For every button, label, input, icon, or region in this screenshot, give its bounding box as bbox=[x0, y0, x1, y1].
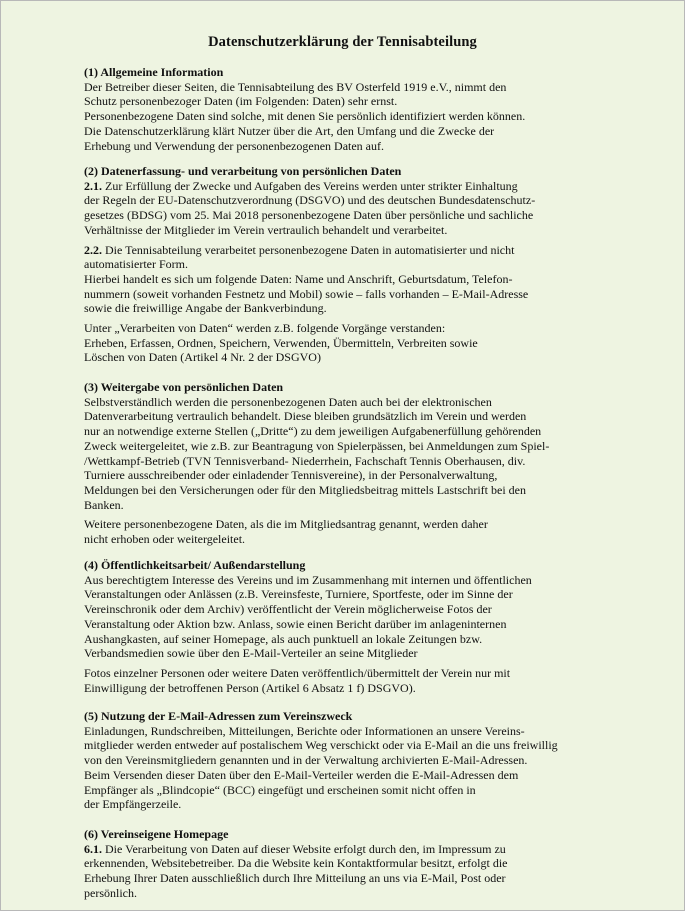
text-line: Erhebung und Verwendung der personenbezogenen Daten auf. bbox=[84, 138, 385, 153]
section-heading: (2) Datenerfassung- und verarbeitung von persönlichen Daten bbox=[84, 164, 402, 178]
text-line: Einwilligung der betroffenen Person (Artikel 6 Absatz 1 f) DSGVO). bbox=[84, 680, 416, 695]
text-line: der Regeln der EU-Datenschutzverordnung (DSGVO) und des deutschen Bundesdatenschutz- bbox=[84, 193, 536, 208]
text-line: Veranstaltungen oder Anlässen (z.B. Vereinsfeste, Turniere, Sportfeste, oder im Sinne der bbox=[84, 587, 513, 602]
text-line: Meldungen bei den Versicherungen oder für den Mitgliedsbeitrag mittels Lastschrift bei den bbox=[84, 482, 526, 497]
text-line: gesetzes (BDSG) vom 25. Mai 2018 personenbezogene Daten über persönliche und sachliche bbox=[84, 208, 534, 223]
text-line: Die Datenschutzerklärung klärt Nutzer über die Art, den Umfang und die Zwecke der bbox=[84, 123, 495, 138]
text-line: Verbandsmedien sowie über den E-Mail-Verteiler an seine Mitglieder bbox=[84, 646, 418, 661]
paragraph-number: 2.1. bbox=[84, 178, 102, 193]
text-line: nur an notwendige externe Stellen („Dritte“) zu dem jeweiligen Aufgabenerfüllung gehörenden bbox=[84, 424, 542, 439]
text-line: der Empfängerzeile. bbox=[84, 797, 182, 812]
text-line: Hierbei handelt es sich um folgende Daten: Name und Anschrift, Geburtsdatum, Telefon- bbox=[84, 271, 513, 286]
text-line: Zweck weitergeleitet, wie z.B. zur Beantragung von Spielerpässen, bei Anmeldungen zum Spiel- bbox=[84, 438, 550, 453]
section-club-homepage bbox=[84, 827, 639, 901]
section-heading: (6) Vereinseigene Homepage bbox=[84, 827, 229, 841]
text-line: persönlich. bbox=[84, 885, 137, 900]
text-line: Veranstaltung oder Aktion bzw. Anlass, sowie einen Bericht darüber im anlageninternen bbox=[84, 616, 507, 631]
text-line: Weitere personenbezogene Daten, als die im Mitgliedsantrag genannt, werden daher bbox=[84, 517, 488, 532]
text-line: Personenbezogene Daten sind solche, mit denen Sie persönlich identifiziert werden können. bbox=[84, 109, 526, 124]
text-line: erkennenden, Websitebetreiber. Da die Website kein Kontaktformular besitzt, erfolgt die bbox=[84, 856, 508, 871]
text-line: Aushangkasten, auf seiner Homepage, als auch punktuell an lokale Zeitungen bzw. bbox=[84, 631, 483, 646]
text-line: von den Vereinsmitgliedern genannten und in der Verwaltung archivierten E-Mail-Adressen. bbox=[84, 753, 528, 768]
paragraph-first-line bbox=[84, 179, 639, 194]
text-line: Vereinschronik oder dem Archiv) veröffentlicht der Verein möglicherweise Fotos der bbox=[84, 602, 492, 617]
text-line: Selbstverständlich werden die personenbezogenen Daten auch bei der elektronischen bbox=[84, 394, 492, 409]
section-heading: (1) Allgemeine Information bbox=[84, 65, 224, 79]
text-line: Aus berechtigtem Interesse des Vereins und im Zusammenhang mit internen und öffentlichen bbox=[84, 572, 532, 587]
text-line: Die Tennisabteilung verarbeitet personenbezogene Daten in automatisierter und nicht bbox=[102, 242, 515, 257]
text-line: Empfänger als „Blindcopie“ (BCC) eingefügt und erscheinen somit nicht offen in bbox=[84, 782, 476, 797]
text-line: sowie die freiwillige Angabe der Bankverbindung. bbox=[84, 301, 327, 316]
text-line: nicht erhoben oder weitergeleitet. bbox=[84, 532, 246, 547]
text-line: Beim Versenden dieser Daten über den E-Mail-Verteiler werden die E-Mail-Adressen dem bbox=[84, 767, 519, 782]
text-line: Verhältnisse der Mitglieder im Verein vertraulich behandelt und verarbeitet. bbox=[84, 222, 448, 237]
text-line: Datenverarbeitung vertraulich behandelt. Diese bleiben grundsätzlich im Verein und werden bbox=[84, 409, 527, 424]
text-line: Fotos einzelner Personen oder weitere Daten veröffentlich/übermittelt der Verein nur mit bbox=[84, 665, 511, 680]
text-line: Die Verarbeitung von Daten auf dieser Website erfolgt durch den, im Impressum zu bbox=[102, 841, 506, 856]
text-line: Löschen von Daten (Artikel 4 Nr. 2 der DSGVO) bbox=[84, 350, 321, 365]
text-line: mitglieder werden entweder auf postalischem Weg verschickt oder via E-Mail an die uns freiwillig bbox=[84, 738, 558, 753]
text-line: nummern (soweit vorhanden Festnetz und Mobil) sowie – falls vorhanden – E-Mail-Adresse bbox=[84, 286, 529, 301]
text-line: Unter „Verarbeiten von Daten“ werden z.B. folgende Vorgänge verstanden: bbox=[84, 321, 446, 336]
text-line: Erhebung Ihrer Daten ausschließlich durch Ihre Mitteilung an uns via E-Mail, Post oder bbox=[84, 871, 506, 886]
text-line: /Wettkampf-Betrieb (TVN Tennisverband- Niederrhein, Fachschaft Tennis Oberhausen, div. bbox=[84, 453, 526, 468]
section-data-transfer bbox=[84, 380, 639, 547]
paragraph-first-line bbox=[84, 243, 639, 258]
paragraph-number: 6.1. bbox=[84, 841, 102, 856]
document-title: Datenschutzerklärung der Tennisabteilung bbox=[208, 34, 477, 50]
text-line: Turniere ausschreibender oder einladender Tennisvereine), in der Personalverwaltung, bbox=[84, 468, 498, 483]
section-public-relations bbox=[84, 558, 639, 695]
section-general-information bbox=[84, 65, 639, 153]
section-email-usage bbox=[84, 709, 639, 812]
text-line: Erheben, Erfassen, Ordnen, Speichern, Verwenden, Übermitteln, Verbreiten sowie bbox=[84, 335, 478, 350]
section-data-collection bbox=[84, 164, 639, 365]
text-line: Schutz personenbezoger Daten (im Folgenden: Daten) sehr ernst. bbox=[84, 94, 398, 109]
section-heading: (5) Nutzung der E-Mail-Adressen zum Vereinszweck bbox=[84, 709, 353, 723]
paragraph-first-line bbox=[84, 842, 639, 857]
text-line: Einladungen, Rundschreiben, Mitteilungen, Berichte oder Informationen an unsere Vereins- bbox=[84, 723, 525, 738]
text-line: Banken. bbox=[84, 497, 124, 512]
text-line: Zur Erfüllung der Zwecke und Aufgaben des Vereins werden unter strikter Einhaltung bbox=[102, 178, 518, 193]
paragraph-number: 2.2. bbox=[84, 242, 102, 257]
section-heading: (4) Öffentlichkeitsarbeit/ Außendarstellung bbox=[84, 558, 306, 572]
text-line: Der Betreiber dieser Seiten, die Tennisabteilung des BV Osterfeld 1919 e.V., nimmt den bbox=[84, 79, 507, 94]
text-line: automatisierter Form. bbox=[84, 257, 188, 272]
section-heading: (3) Weitergabe von persönlichen Daten bbox=[84, 380, 284, 394]
